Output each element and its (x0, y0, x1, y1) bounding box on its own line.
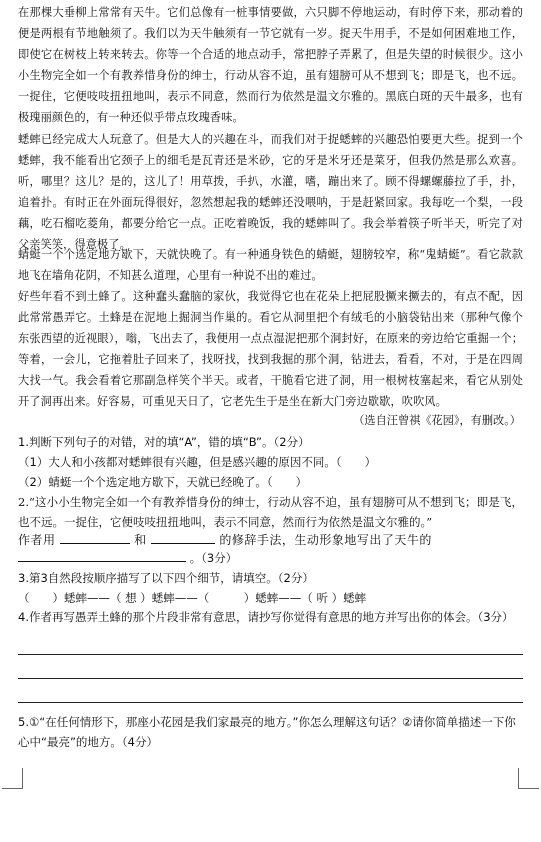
answer-line-2[interactable] (18, 678, 523, 679)
page-corner-mark-left (2, 768, 23, 789)
question-3-fill-line: （ ）蟋蟀——（ 想 ）蟋蟀——（ ）蟋蟀——（ 听 ）蟋蟀 (18, 591, 367, 605)
feature-blank[interactable] (18, 548, 186, 562)
question-1-title: 1.判断下列句子的对错，对的填“A”，错的填“B”。（2分） (18, 435, 310, 449)
question-4-title: 4.作者再写愚弄土蜂的那个片段非常有意思，请抄写你觉得有意思的地方并写出你的体会。（3分） (18, 610, 514, 624)
answer-line-1[interactable] (18, 654, 523, 655)
question-2-fill-prefix: 作者用 (18, 533, 56, 547)
question-2-quote: 2.“这小小生物完全如一个有教养惜身份的绅士，行动从容不迫，虽有翅膀可从不想到飞；即是飞，也不远。一捉住，它便吱吱扭扭地叫，表示不同意，然而行为依然是温文尔雅的。” (18, 495, 523, 529)
rhetoric-blank-1[interactable] (60, 530, 130, 544)
passage-paragraph-2: 蟋蟀已经完成大人玩意了。但是大人的兴趣在斗，而我们对于捉蟋蟀的兴趣恐怕要更大些。捉到一个蟋蟀，我不能看出它颈子上的细毛是瓦青还是米砂，它的牙是米牙还是菜牙，但我仍然是那么欢喜。听，哪里？这儿？是的，这儿了！用草拨，手扒，水灌，嗜，蹦出来了。顾不得螺螺藤拉了手，扑，追着扑。有时正在外面玩得很好，忽然想起我的蟋蟀还没喂呐，于是赶紧回家。我每吃一个梨，一段藕，吃石榴吃菱角，都要分给它一点。正吃着晚饭，我的蟋蟀叫了。我会举着筷子听半天，听完了对父亲笑笑，得意极了。 (18, 133, 523, 251)
passage-paragraph-4: 好些年看不到土蜂了。这种蠢头蠢脑的家伙，我觉得它也在花朵上把屁股撅来撅去的，有点不配，因此常常愚弄它。土蜂是在泥地上掘洞当作巢的。看它从洞里把个有绒毛的小脑袋钻出来（那种气像个东张西望的近视眼），嗡，飞出去了，我便用一点点湿泥把那个洞封好，在原来的旁边给它重掘一个；等着，一会儿，它拖着肚子回来了，找呀找，找到我掘的那个洞，钻进去，看看，不对，于是在四周大找一气。我会看着它那副急样笑个半天。或者，干脆看它进了洞，用一根树枝塞起来，看它从别处开了洞再出来。好容易，可重见天日了，它老先生于是坐在新大门旁边歇歇，吹吹风。 (18, 290, 523, 408)
question-2-fill-row-2 (18, 548, 523, 568)
question-2-fill-suffix: 。（3分） (189, 551, 238, 565)
page-corner-mark-right (518, 768, 539, 789)
question-1-item-1: （1）大人和小孩都对蟋蟀很有兴趣，但是感兴趣的原因不同。（ ） (18, 455, 377, 469)
question-2-fill-row-1 (18, 530, 523, 549)
question-5-title: 5.①“在任何情形下，那座小花园是我们家最亮的地方。”你怎么理解这句话？②请你简单描述一下你心中“最亮”的地方。（4分） (18, 715, 516, 749)
answer-line-3[interactable] (18, 702, 523, 703)
question-3-title: 3.第3自然段按顺序描写了以下四个细节，请填空。（2分） (18, 571, 314, 585)
question-1-item-2: （2）蜻蜓一个个选定地方歇下，天就已经晚了。（ ） (18, 475, 308, 489)
passage-source: （选自汪曾祺《花园》，有删改。） (353, 414, 521, 427)
passage-paragraph-1: 在那棵大垂柳上常常有天牛。它们总像有一桩事情要做，六只脚不停地运动，有时停下来，那动着的便是两根有节地触须了。我们以为天牛触须有一节它就有一岁。捉天牛用手，不是如何困难地工作，即使它在树枝上转来转去。你等一个合适的地点动手，常把脖子弄累了，但是失望的时候很少。这小小生物完全如一个有教养惜身份的绅士，行动从容不迫，虽有翅膀可从不想到飞；即是飞，也不远。一捉住，它便吱吱扭扭地叫，表示不同意，然而行为依然是温文尔雅的。黑底白斑的天牛最多，也有极瑰丽颜色的，有一种还似乎带点玫瑰香味。 (18, 6, 523, 124)
question-2-fill-middle: 的修辞手法，生动形象地写出了天牛的 (219, 533, 432, 547)
rhetoric-blank-2[interactable] (151, 530, 215, 544)
passage-paragraph-3: 蜻蜓一个个选定地方歇下，天就快晚了。有一种通身铁色的蜻蜓，翅膀较窄，称“鬼蜻蜓”。看它款款地飞在墙角花阴，不知甚么道理，心里有一种说不出的难过。 (18, 248, 523, 282)
question-2-fill-and: 和 (134, 533, 147, 547)
